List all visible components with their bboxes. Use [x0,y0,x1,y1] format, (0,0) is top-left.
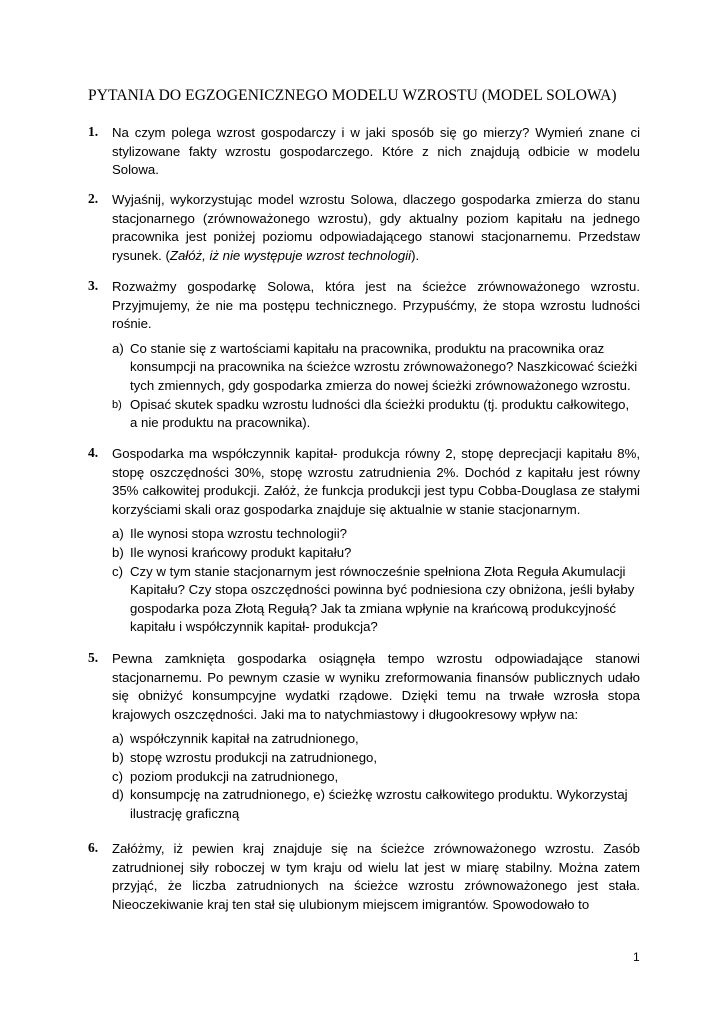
sub-item-text: Ile wynosi krańcowy produkt kapitału? [130,544,352,560]
sub-item-text: współczynnik kapitał na zatrudnionego, [130,731,359,747]
question-number: 2. [88,191,99,206]
sub-item-text: Czy w tym stanie stacjonarnym jest równocześnie spełniona Złota Reguła Akumulacji Kapitału? Czy stopa oszczędności powinna być podniesiona czy obniżona, jeśli byłaby gospodarka poza Złotą Regułą? Jak ta zmiana wpłynie na krańcową produkcyjność kapitału i współczynnik kapitał- produkcja? [130,563,635,635]
question-text-tail: ). [411,247,420,263]
sub-item-label: b) [112,749,124,765]
sub-item-text: stopę wzrostu produkcji na zatrudnionego, [130,749,378,765]
question-number: 1. [88,124,99,139]
sub-item-label: a) [112,526,124,542]
sub-item-a [112,730,640,749]
sub-item-c [112,768,640,787]
question-text: Pewna zamknięta gospodarka osiągnęła tempo wzrostu odpowiadające stanowi stacjonarnemu. Po pewnym czasie w wyniku zreformowania finansów publicznych udało się obniżyć konsumpcyjne wydatki rządowe. Dzięki temu na trwałe wzrosła stopa krajowych oszczędności. Jaki ma to natychmiastowy i długookresowy wpływ na: [112,651,640,722]
sub-item-label: c) [112,768,123,784]
sub-item-b [112,396,640,433]
question-3 [88,278,640,433]
question-text-main: Wyjaśnij, wykorzystując model wzrostu Solowa, dlaczego gospodarka zmierza do stanu stacjonarnego (zrównoważonego wzrostu), gdy aktualny poziom kapitału na jednego pracownika jest poniżej poziomu odpowiadającego stanowi stacjonarnemu. Przedstaw rysunek. ( [112,192,640,263]
question-text [112,191,640,265]
sub-item-label: b) [112,544,124,560]
sub-item-label: a) [112,731,124,747]
sub-item-b [112,749,640,768]
question-text: Załóżmy, iż pewien kraj znajduje się na ścieżce zrównoważonego wzrostu. Zasób zatrudnionej siły roboczej w tym kraju od wielu lat jest w miarę stabilny. Można zatem przyjąć, że liczba zatrudnionych na ścieżce wzrostu zrównoważonego jest stała. Nieoczekiwanie kraj ten stał się ulubionym miejscem imigrantów. Spowodowało to [112,841,640,912]
sub-item-text: Co stanie się z wartościami kapitału na pracownika, produktu na pracownika oraz konsumpcji na pracownika na ścieżce wzrostu zrównoważonego? Naszkicować ścieżki tych zmiennych, gdy gospodarka zmierza do nowej ścieżki zrównoważonego wzrostu. [130,340,638,393]
sub-item-label: b) [112,398,122,411]
question-number: 3. [88,278,99,293]
question-6 [88,840,640,914]
sub-item-d [112,786,640,823]
question-number: 4. [88,445,99,460]
sub-item-label: d) [112,787,124,803]
question-number: 5. [88,650,99,665]
page-title: PYTANIA DO EGZOGENICZNEGO MODELU WZROSTU (MODEL SOLOWA) [88,87,617,104]
question-text: Rozważmy gospodarkę Solowa, która jest na ścieżce zrównoważonego wzrostu. Przyjmujemy, że nie ma postępu technicznego. Przypuśćmy, że stopa wzrostu ludności rośnie. [112,279,640,332]
sub-item-a [112,525,640,544]
sub-item-a [112,340,640,396]
sub-item-text: Ile wynosi stopa wzrostu technologii? [130,526,347,542]
question-5 [88,650,640,823]
question-text-italic: Załóż, iż nie występuje wzrost technologii [169,247,412,263]
page-number: 1 [633,950,640,964]
sub-item-b [112,544,640,563]
sub-item-c [112,563,640,637]
question-4 [88,445,640,637]
question-text: Na czym polega wzrost gospodarczy i w jaki sposób się go mierzy? Wymień znane ci stylizowane fakty wzrostu gospodarczego. Które z nich znajdują odbicie w modelu Solowa. [112,125,640,178]
question-number: 6. [88,840,99,855]
question-1 [88,124,640,180]
question-text: Gospodarka ma współczynnik kapitał- produkcja równy 2, stopę deprecjacji kapitału 8%, stopę oszczędności 30%, stopę wzrostu zatrudnienia 2%. Dochód z kapitału jest równy 35% całkowitej produkcji. Załóż, że funkcja produkcji jest typu Cobba-Douglasa ze stałymi korzyściami skali oraz gospodarka znajduje się aktualnie w stanie stacjonarnym. [112,446,640,517]
sub-item-label: c) [112,563,123,579]
sub-item-text: Opisać skutek spadku wzrostu ludności dla ścieżki produktu (tj. produktu całkowitego, a nie produktu na pracownika). [130,396,630,431]
sub-item-text: poziom produkcji na zatrudnionego, [130,768,339,784]
sub-item-text: konsumpcję na zatrudnionego, e) ścieżkę wzrostu całkowitego produktu. Wykorzystaj ilustrację graficzną [130,787,628,821]
question-2 [88,191,640,265]
sub-item-label: a) [112,340,124,356]
